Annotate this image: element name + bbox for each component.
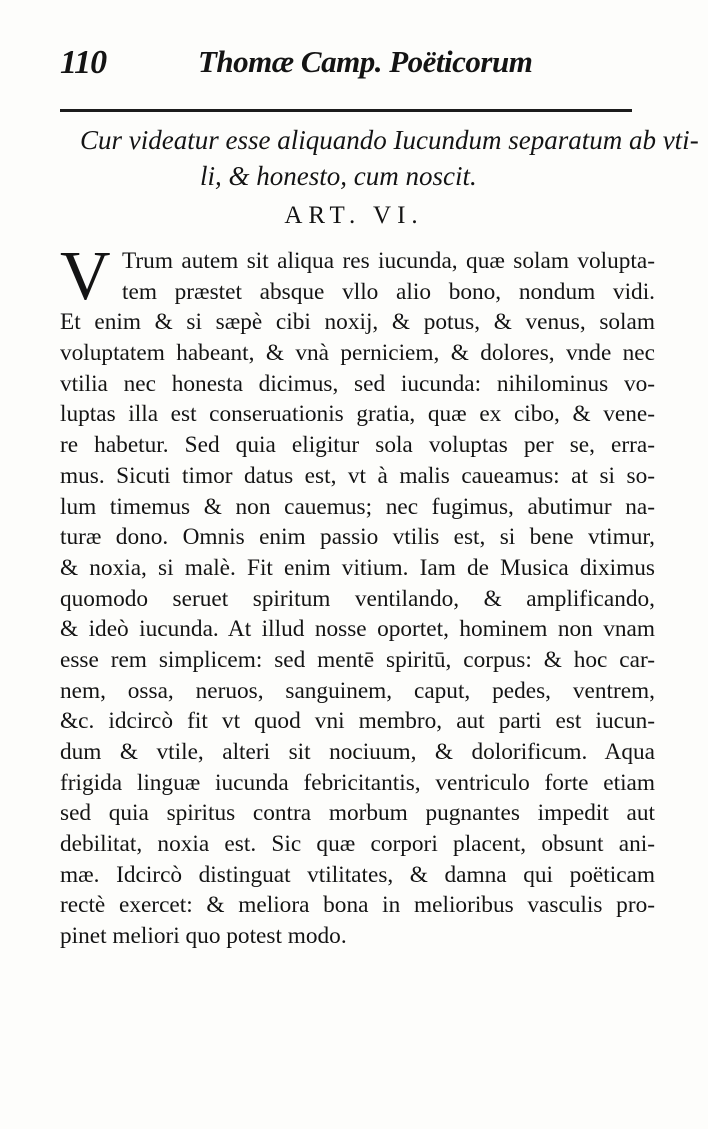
text-line: pinet meliori quo potest modo.: [60, 923, 347, 950]
drop-cap: V: [60, 238, 111, 315]
text-line: mæ. Idcircò distinguat vtilitates, & damna qui poëticam: [60, 861, 655, 888]
text-line: Et enim & si sæpè cibi noxij, & potus, & venus, solam: [60, 309, 655, 336]
text-line: voluptatem habeant, & vnà perniciem, & dolores, vnde nec: [60, 340, 655, 367]
text-line: sed quia spiritus contra morbum pugnantes impedit aut: [60, 800, 655, 827]
text-line: mus. Sicuti timor datus est, vt à malis caueamus: at si so-: [60, 462, 655, 489]
text-line: Trum autem sit aliqua res iucunda, quæ solam volupta-: [122, 248, 655, 274]
chapter-title-line: li, & honesto, cum noscit.: [200, 161, 477, 191]
text-line: & ideò iucunda. At illud nosse oportet, hominem non vnam: [60, 616, 655, 643]
text-line: esse rem simplicem: sed mentē spiritū, corpus: & hoc car-: [60, 646, 655, 673]
text-line: &c. idcircò fit vt quod vni membro, aut parti est iucun-: [60, 708, 655, 735]
text-line: tem præstet absque vllo alio bono, nondum vidi.: [122, 278, 655, 305]
chapter-title-line: Cur videatur esse aliquando Iucundum separatum ab vti-: [80, 125, 699, 155]
page-number: 110: [60, 44, 107, 81]
section-heading: ART. VI.: [284, 202, 424, 229]
text-line: nem, ossa, neruos, sanguinem, caput, pedes, ventrem,: [60, 677, 655, 704]
header-rule: [60, 109, 632, 112]
text-line: rectè exercet: & meliora bona in melioribus vasculis pro-: [60, 892, 655, 919]
text-line: luptas illa est conseruationis gratia, quæ ex cibo, & vene-: [60, 401, 655, 428]
text-line: & noxia, si malè. Fit enim vitium. Iam de Musica diximus: [60, 554, 655, 581]
text-line: re habetur. Sed quia eligitur sola voluptas per se, erra-: [60, 432, 655, 459]
body-text: [60, 238, 655, 952]
text-line: vtilia nec honesta dicimus, sed iucunda: nihilominus vo-: [60, 370, 655, 397]
text-line: quomodo seruet spiritum ventilando, & amplificando,: [60, 585, 655, 612]
text-line: frigida linguæ iucunda febricitantis, ventriculo forte etiam: [60, 769, 655, 796]
chapter-title: [80, 122, 699, 194]
text-line: turæ dono. Omnis enim passio vtilis est, si bene vtimur,: [60, 524, 655, 551]
text-line: dum & vtile, alteri sit nociuum, & dolorificum. Aqua: [60, 739, 655, 765]
text-line: lum timemus & non cauemus; nec fugimus, abutimur na-: [60, 493, 655, 520]
running-head: Thomæ Camp. Poëticorum: [198, 44, 533, 79]
text-line: debilitat, noxia est. Sic quæ corpori placent, obsunt ani-: [60, 831, 655, 858]
